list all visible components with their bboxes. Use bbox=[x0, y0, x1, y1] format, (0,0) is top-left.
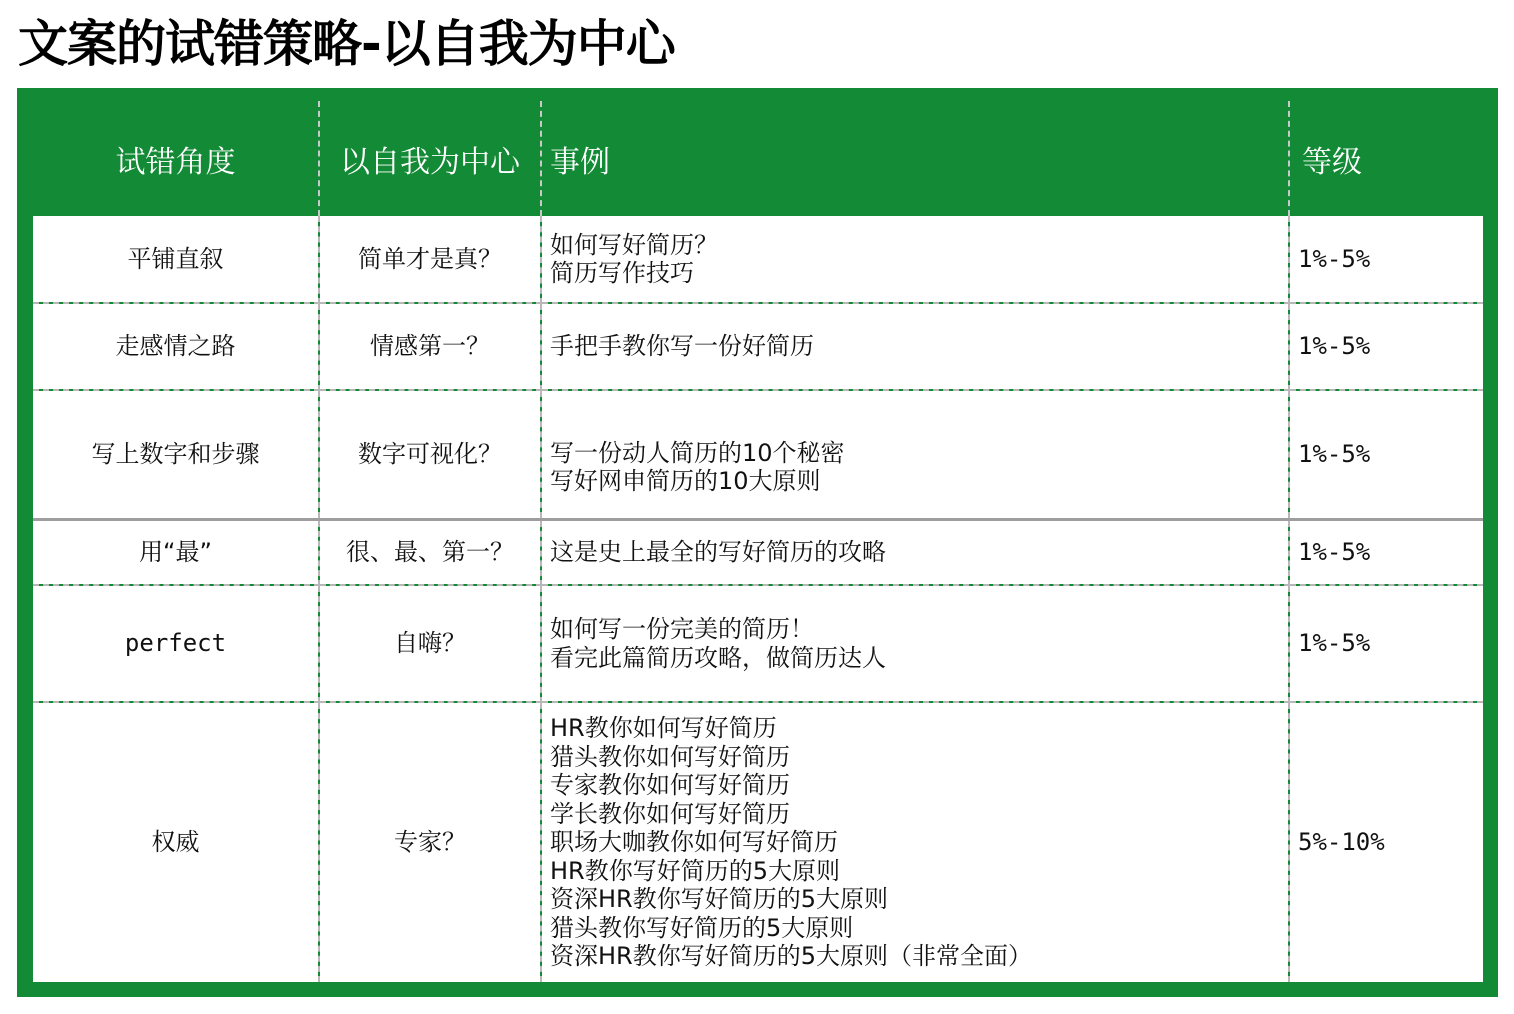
table-header-row bbox=[33, 101, 1483, 216]
example-line: 写好网申简历的10大原则 bbox=[550, 467, 821, 496]
strategy-table bbox=[33, 101, 1483, 982]
cell-angle: 写上数字和步骤 bbox=[33, 390, 319, 519]
example-line: 专家教你如何写好简历 bbox=[550, 771, 790, 800]
cell-angle: 权威 bbox=[33, 702, 319, 982]
table-row bbox=[33, 585, 1483, 702]
cell-level: 1%-5% bbox=[1289, 585, 1483, 702]
table-row bbox=[33, 519, 1483, 585]
cell-level: 5%-10% bbox=[1289, 702, 1483, 982]
header-angle: 试错角度 bbox=[33, 101, 319, 216]
table-row bbox=[33, 702, 1483, 982]
example-line: 写一份动人简历的10个秘密 bbox=[550, 438, 845, 467]
example-line: 这是史上最全的写好简历的攻略 bbox=[550, 538, 886, 566]
cell-level: 1%-5% bbox=[1289, 303, 1483, 390]
table-row bbox=[33, 390, 1483, 519]
example-line: 猎头教你如何写好简历 bbox=[550, 742, 790, 771]
cell-examples bbox=[541, 390, 1289, 519]
cell-self-centered: 自嗨？ bbox=[319, 585, 541, 702]
example-line: 猎头教你写好简历的5大原则 bbox=[550, 913, 854, 942]
cell-level: 1%-5% bbox=[1289, 390, 1483, 519]
table-row bbox=[33, 303, 1483, 390]
example-line: 手把手教你写一份好简历 bbox=[550, 332, 814, 361]
table-frame bbox=[17, 88, 1498, 997]
page-title: 文案的试错策略-以自我为中心 bbox=[18, 15, 675, 73]
table-row bbox=[33, 216, 1483, 303]
cell-examples bbox=[541, 519, 1289, 585]
example-line: HR教你写好简历的5大原则 bbox=[550, 856, 840, 885]
example-line: 资深HR教你写好简历的5大原则 bbox=[550, 885, 888, 914]
cell-angle: 用“最” bbox=[33, 519, 319, 585]
cell-examples bbox=[541, 216, 1289, 303]
cell-self-centered: 数字可视化？ bbox=[319, 390, 541, 519]
cell-self-centered: 专家？ bbox=[319, 702, 541, 982]
cell-self-centered: 情感第一？ bbox=[319, 303, 541, 390]
example-line: 如何写好简历？ bbox=[550, 230, 718, 259]
cell-angle: 平铺直叙 bbox=[33, 216, 319, 303]
cell-examples bbox=[541, 585, 1289, 702]
cell-self-centered: 很、最、第一？ bbox=[319, 519, 541, 585]
header-self-centered: 以自我为中心 bbox=[319, 101, 541, 216]
example-line: 职场大咖教你如何写好简历 bbox=[550, 828, 838, 857]
example-line: 学长教你如何写好简历 bbox=[550, 799, 790, 828]
cell-examples bbox=[541, 702, 1289, 982]
example-line: 简历写作技巧 bbox=[550, 259, 694, 287]
example-line: 看完此篇简历攻略，做简历达人 bbox=[550, 643, 886, 672]
cell-examples bbox=[541, 303, 1289, 390]
cell-angle: perfect bbox=[33, 585, 319, 702]
cell-level: 1%-5% bbox=[1289, 519, 1483, 585]
example-line: 资深HR教你写好简历的5大原则（非常全面） bbox=[550, 942, 1032, 971]
header-level: 等级 bbox=[1302, 144, 1362, 180]
example-line: HR教你如何写好简历 bbox=[550, 714, 777, 743]
header-examples: 事例 bbox=[541, 101, 1289, 216]
example-line: 如何写一份完美的简历！ bbox=[550, 615, 814, 643]
cell-level: 1%-5% bbox=[1289, 216, 1483, 303]
cell-self-centered: 简单才是真？ bbox=[319, 216, 541, 303]
cell-angle: 走感情之路 bbox=[33, 303, 319, 390]
